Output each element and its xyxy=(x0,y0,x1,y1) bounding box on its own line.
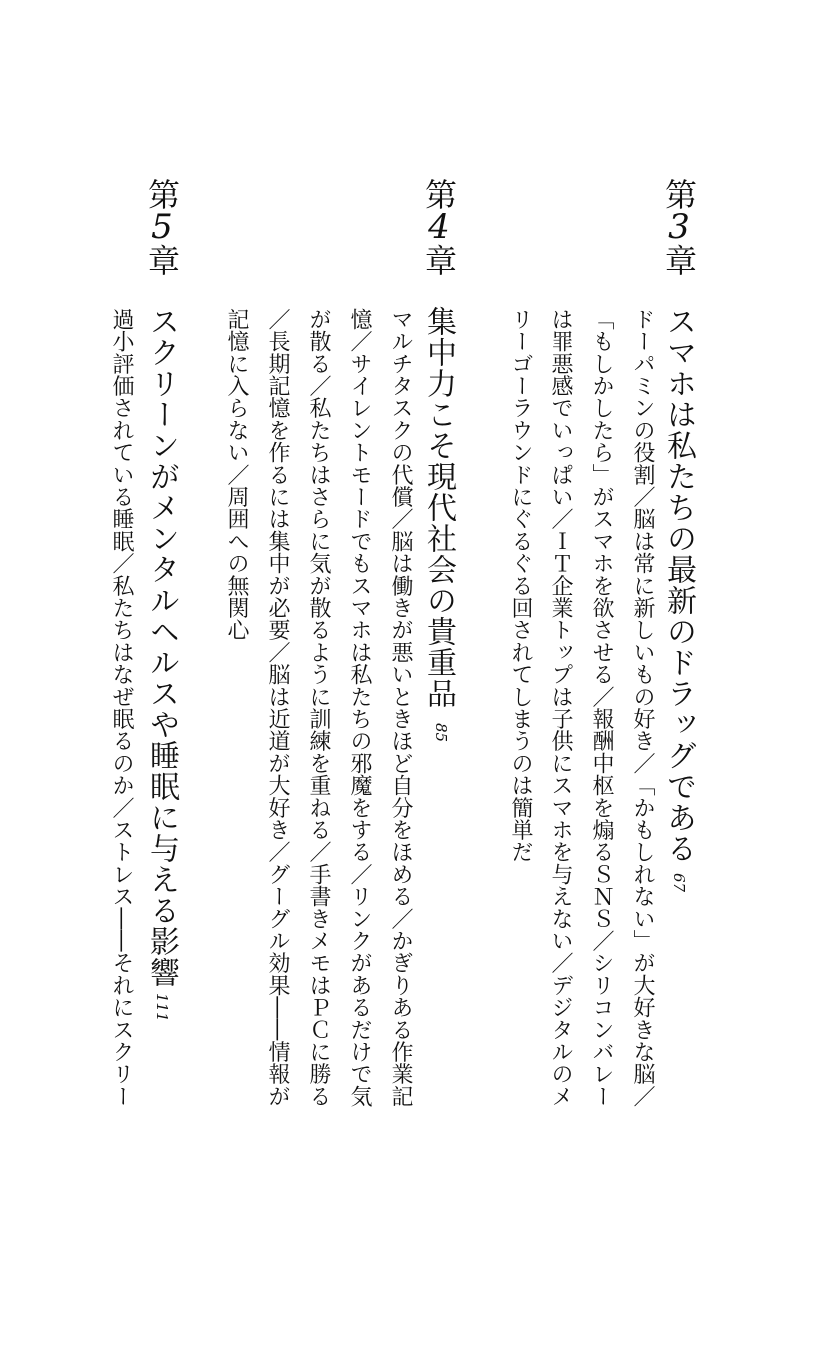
chapter-3-body-line-3: は罪悪感でいっぱい／ＩＴ企業トップは子供にスマホを与えない／デジタルのメ xyxy=(548,308,573,1108)
chapter-4-body-line-4: ／長期記憶を作るには集中が必要／脳は近道が大好き／グーグル効果――情報が xyxy=(265,308,290,1108)
chapter-5-body-line-1: 過小評価されている睡眠／私たちはなぜ眠るのか／ストレス――それにスクリー xyxy=(109,308,134,1108)
chapter-5-title: スクリーンがメンタルヘルスや睡眠に与える影響 xyxy=(144,306,179,988)
chapter-4-title: 集中力こそ現代社会の貴重品 xyxy=(421,306,456,709)
chapter-3-label-prefix: 第 xyxy=(660,178,698,210)
chapter-3-body-line-4: リーゴーラウンドにぐるぐる回されてしまうのは簡単だ xyxy=(508,308,533,863)
chapter-3-body-line-1: ドーパミンの役割／脳は常に新しいもの好き／「かもしれない」が大好きな脳／ xyxy=(630,308,655,1108)
chapter-4-body-line-3: が散る／私たちはさらに気が散るように訓練を重ねる／手書きメモはＰＣに勝る xyxy=(306,308,331,1108)
chapter-4-body-line-1: マルチタスクの代償／脳は働きが悪いときほど自分をほめる／かぎりある作業記 xyxy=(388,308,413,1108)
chapter-4-label xyxy=(420,178,458,276)
chapter-4-body-line-5: 記憶に入らない／周囲への無関心 xyxy=(224,308,249,641)
chapter-3-label-suffix: 章 xyxy=(660,244,698,276)
chapter-3-title: スマホは私たちの最新のドラッグである xyxy=(661,306,696,864)
chapter-5-label-prefix: 第 xyxy=(143,178,181,210)
chapter-4-label-prefix: 第 xyxy=(420,178,458,210)
chapter-4-label-number: 4 xyxy=(428,210,450,244)
chapter-5-label-suffix: 章 xyxy=(143,244,181,276)
chapter-3-label xyxy=(660,178,698,276)
chapter-3-label-number: 3 xyxy=(668,210,690,244)
chapter-5-label xyxy=(143,178,181,276)
chapter-4-page-number: 85 xyxy=(432,723,450,743)
chapter-4-label-suffix: 章 xyxy=(420,244,458,276)
chapter-4-body-line-2: 憶／サイレントモードでもスマホは私たちの邪魔をする／リンクがあるだけで気 xyxy=(347,308,372,1108)
chapter-3-body-line-2: 「もしかしたら」がスマホを欲させる／報酬中枢を煽るＳＮＳ／シリコンバレー xyxy=(589,308,614,1108)
chapter-3-page-number: 67 xyxy=(670,873,688,893)
chapter-5-label-number: 5 xyxy=(151,210,173,244)
chapter-5-page-number: 111 xyxy=(153,993,171,1022)
